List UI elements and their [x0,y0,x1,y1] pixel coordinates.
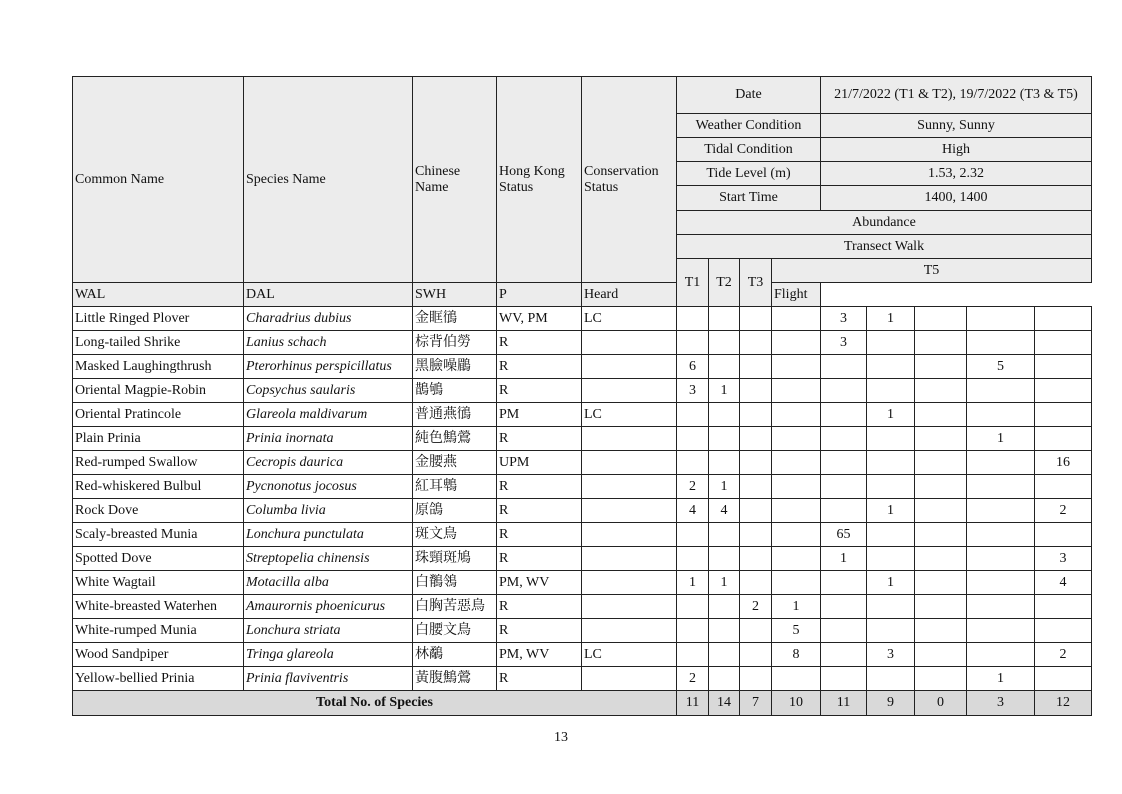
conservation-status-cell [582,547,677,571]
abundance-cell: 3 [821,331,867,355]
conservation-status-cell: LC [582,403,677,427]
chinese-name-cell: 金腰燕 [413,451,497,475]
hk-status-cell: R [497,355,582,379]
hk-status-cell: UPM [497,451,582,475]
chinese-name-cell: 普通燕鴴 [413,403,497,427]
abundance-cell: 16 [1035,451,1092,475]
abundance-cell: 3 [821,307,867,331]
abundance-cell [967,475,1035,499]
hk-status-cell: R [497,595,582,619]
species-name-cell: Glareola maldivarum [244,403,413,427]
dal-header: DAL [244,283,413,307]
abundance-cell [1035,331,1092,355]
chinese-name-cell: 純色鷦鶯 [413,427,497,451]
start-time-value: 1400, 1400 [821,186,1092,211]
abundance-cell [772,355,821,379]
abundance-cell [915,523,967,547]
abundance-cell [740,475,772,499]
table-row [73,475,1092,499]
abundance-cell [772,379,821,403]
abundance-cell: 3 [677,379,709,403]
total-value: 12 [1035,691,1092,716]
date-label: Date [677,77,821,114]
t2-header: T2 [709,259,740,307]
total-row [73,691,1092,716]
common-name-cell: Yellow-bellied Prinia [73,667,244,691]
species-name-cell: Motacilla alba [244,571,413,595]
conservation-status-cell: LC [582,307,677,331]
abundance-cell [740,307,772,331]
abundance-cell [967,451,1035,475]
table-row [73,427,1092,451]
abundance-cell [740,451,772,475]
abundance-cell [915,667,967,691]
abundance-cell [772,667,821,691]
hk-status-cell: R [497,379,582,403]
common-name-cell: Masked Laughingthrush [73,355,244,379]
abundance-cell [772,403,821,427]
abundance-cell [821,451,867,475]
abundance-cell: 5 [772,619,821,643]
abundance-cell [772,547,821,571]
table-body [73,307,1092,691]
chinese-name-cell: 棕背伯勞 [413,331,497,355]
abundance-cell [915,619,967,643]
heard-header: Heard [582,283,677,307]
conservation-status-cell [582,571,677,595]
total-value: 10 [772,691,821,716]
abundance-cell [740,331,772,355]
abundance-cell: 4 [677,499,709,523]
chinese-name-cell: 黑臉噪鶥 [413,355,497,379]
abundance-cell: 4 [709,499,740,523]
page-number: 13 [554,730,568,745]
abundance-cell [867,379,915,403]
hk-status-cell: PM, WV [497,643,582,667]
species-name-cell: Prinia inornata [244,427,413,451]
table-row [73,667,1092,691]
abundance-cell [1035,667,1092,691]
table-row [73,619,1092,643]
hk-status-cell: R [497,427,582,451]
species-name-cell: Cecropis daurica [244,451,413,475]
abundance-cell [677,427,709,451]
swh-header: SWH [413,283,497,307]
chinese-name-cell: 白鶺鴒 [413,571,497,595]
conservation-status-cell [582,595,677,619]
abundance-cell [1035,427,1092,451]
abundance-cell [709,595,740,619]
hk-status-cell: R [497,547,582,571]
species-name-cell: Lanius schach [244,331,413,355]
abundance-cell [915,379,967,403]
abundance-cell: 1 [677,571,709,595]
abundance-cell [740,523,772,547]
abundance-cell: 2 [677,667,709,691]
abundance-cell [967,307,1035,331]
wal-header: WAL [73,283,244,307]
common-name-cell: Wood Sandpiper [73,643,244,667]
abundance-cell [709,547,740,571]
hk-status-cell: R [497,331,582,355]
common-name-cell: Spotted Dove [73,547,244,571]
abundance-cell [867,451,915,475]
abundance-cell [967,571,1035,595]
abundance-cell: 1 [867,499,915,523]
p-header: P [497,283,582,307]
abundance-cell [709,523,740,547]
abundance-cell: 1 [867,571,915,595]
common-name-cell: Rock Dove [73,499,244,523]
table-row [73,379,1092,403]
abundance-cell [967,331,1035,355]
abundance-cell [915,595,967,619]
abundance-cell [709,619,740,643]
abundance-cell [967,379,1035,403]
abundance-cell [821,499,867,523]
abundance-cell [867,667,915,691]
abundance-cell: 1 [772,595,821,619]
abundance-cell: 1 [867,307,915,331]
abundance-cell: 1 [867,403,915,427]
total-value: 7 [740,691,772,716]
abundance-cell: 1 [967,667,1035,691]
species-name-cell: Amaurornis phoenicurus [244,595,413,619]
abundance-cell [772,499,821,523]
abundance-cell: 1 [967,427,1035,451]
abundance-cell [821,571,867,595]
species-name-cell: Prinia flaviventris [244,667,413,691]
hk-status-cell: R [497,667,582,691]
abundance-cell [772,427,821,451]
abundance-cell [915,547,967,571]
chinese-name-cell: 鵲鴝 [413,379,497,403]
tide-level-value: 1.53, 2.32 [821,162,1092,186]
species-name-cell: Lonchura striata [244,619,413,643]
chinese-name-cell: 黃腹鷦鶯 [413,667,497,691]
abundance-cell [1035,619,1092,643]
abundance-cell [821,355,867,379]
abundance-cell [821,643,867,667]
conservation-status-cell [582,499,677,523]
chinese-name-cell: 斑文鳥 [413,523,497,547]
table-row [73,523,1092,547]
species-name-cell: Lonchura punctulata [244,523,413,547]
abundance-cell [915,403,967,427]
abundance-cell [915,499,967,523]
chinese-name-cell: 白腰文鳥 [413,619,497,643]
abundance-cell [740,571,772,595]
abundance-cell [740,667,772,691]
start-time-label: Start Time [677,186,821,211]
abundance-cell [867,523,915,547]
chinese-name-header: Chinese Name [413,77,497,283]
abundance-cell [677,643,709,667]
abundance-cell [1035,307,1092,331]
abundance-cell [709,331,740,355]
table-row [73,403,1092,427]
species-name-cell: Columba livia [244,499,413,523]
chinese-name-cell: 珠頸斑鳩 [413,547,497,571]
conservation-status-cell [582,523,677,547]
total-value: 9 [867,691,915,716]
table-header [73,77,1092,307]
hk-status-cell: R [497,619,582,643]
abundance-cell [709,451,740,475]
hk-status-cell: R [497,523,582,547]
abundance-cell [1035,355,1092,379]
table-row [73,595,1092,619]
abundance-cell [677,523,709,547]
abundance-cell [967,523,1035,547]
abundance-cell [709,667,740,691]
species-name-cell: Streptopelia chinensis [244,547,413,571]
abundance-cell [677,403,709,427]
chinese-name-cell: 原鴿 [413,499,497,523]
hk-status-cell: PM, WV [497,571,582,595]
abundance-cell [709,355,740,379]
abundance-cell [821,667,867,691]
conservation-status-cell: LC [582,643,677,667]
abundance-cell: 1 [709,475,740,499]
common-name-cell: White Wagtail [73,571,244,595]
abundance-cell [967,643,1035,667]
total-value: 0 [915,691,967,716]
abundance-cell: 3 [1035,547,1092,571]
abundance-cell: 3 [867,643,915,667]
species-name-cell: Pterorhinus perspicillatus [244,355,413,379]
conservation-status-header: Conservation Status [582,77,677,283]
abundance-cell: 2 [677,475,709,499]
abundance-cell [967,595,1035,619]
abundance-cell [677,451,709,475]
abundance-cell [677,619,709,643]
abundance-cell [1035,523,1092,547]
abundance-cell [867,475,915,499]
table-row [73,355,1092,379]
species-name-cell: Charadrius dubius [244,307,413,331]
abundance-cell [821,427,867,451]
conservation-status-cell [582,451,677,475]
common-name-cell: Long-tailed Shrike [73,331,244,355]
total-value: 11 [821,691,867,716]
abundance-cell [677,595,709,619]
conservation-status-cell [582,331,677,355]
conservation-status-cell [582,475,677,499]
conservation-status-cell [582,667,677,691]
abundance-cell [772,331,821,355]
abundance-cell [1035,595,1092,619]
abundance-cell [740,355,772,379]
abundance-cell: 8 [772,643,821,667]
abundance-cell [915,307,967,331]
abundance-cell [709,307,740,331]
tide-level-label: Tide Level (m) [677,162,821,186]
abundance-cell [1035,403,1092,427]
total-value: 14 [709,691,740,716]
common-name-cell: Oriental Magpie-Robin [73,379,244,403]
species-name-cell: Copsychus saularis [244,379,413,403]
total-label: Total No. of Species [73,691,677,716]
conservation-status-cell [582,619,677,643]
common-name-cell: Little Ringed Plover [73,307,244,331]
chinese-name-cell: 紅耳鵯 [413,475,497,499]
common-name-cell: Red-whiskered Bulbul [73,475,244,499]
species-name-header: Species Name [244,77,413,283]
abundance-cell [821,403,867,427]
abundance-cell [867,355,915,379]
abundance-cell [915,451,967,475]
conservation-status-cell [582,355,677,379]
abundance-cell [740,403,772,427]
conservation-status-cell [582,427,677,451]
abundance-cell: 5 [967,355,1035,379]
hk-status-cell: WV, PM [497,307,582,331]
abundance-cell [915,571,967,595]
abundance-cell [772,475,821,499]
chinese-name-cell: 白胸苦惡鳥 [413,595,497,619]
abundance-cell: 4 [1035,571,1092,595]
abundance-cell [709,403,740,427]
weather-value: Sunny, Sunny [821,114,1092,138]
abundance-cell [967,619,1035,643]
date-value: 21/7/2022 (T1 & T2), 19/7/2022 (T3 & T5) [821,77,1092,114]
abundance-cell [867,619,915,643]
t1-header: T1 [677,259,709,307]
abundance-cell [772,307,821,331]
abundance-cell: 1 [709,571,740,595]
abundance-cell: 6 [677,355,709,379]
abundance-cell [740,427,772,451]
table-row [73,331,1092,355]
abundance-cell [915,427,967,451]
abundance-cell [740,379,772,403]
transect-walk-header: Transect Walk [677,235,1092,259]
abundance-header: Abundance [677,211,1092,235]
abundance-cell [867,547,915,571]
hk-status-cell: R [497,499,582,523]
species-name-cell: Tringa glareola [244,643,413,667]
table-row [73,307,1092,331]
bird-survey-table [72,76,1092,716]
total-value: 11 [677,691,709,716]
abundance-cell [740,643,772,667]
abundance-cell: 2 [1035,499,1092,523]
abundance-cell [677,331,709,355]
tidal-label: Tidal Condition [677,138,821,162]
abundance-cell [1035,475,1092,499]
common-name-header: Common Name [73,77,244,283]
total-value: 3 [967,691,1035,716]
table-row [73,499,1092,523]
abundance-cell [1035,379,1092,403]
common-name-cell: Plain Prinia [73,427,244,451]
chinese-name-cell: 金眶鴴 [413,307,497,331]
hk-status-cell: R [497,475,582,499]
hk-status-cell: PM [497,403,582,427]
abundance-cell [677,307,709,331]
abundance-cell [867,331,915,355]
table-row [73,571,1092,595]
common-name-cell: Red-rumped Swallow [73,451,244,475]
abundance-cell [967,547,1035,571]
abundance-cell [821,475,867,499]
abundance-cell [821,595,867,619]
t5-header: T5 [772,259,1092,283]
abundance-cell [821,619,867,643]
tidal-value: High [821,138,1092,162]
common-name-cell: White-rumped Munia [73,619,244,643]
abundance-cell: 2 [740,595,772,619]
abundance-cell [867,427,915,451]
table-row [73,643,1092,667]
abundance-cell [821,379,867,403]
weather-label: Weather Condition [677,114,821,138]
abundance-cell [867,595,915,619]
abundance-cell: 1 [709,379,740,403]
table-row [73,451,1092,475]
abundance-cell [709,427,740,451]
abundance-cell [967,499,1035,523]
abundance-cell [915,355,967,379]
chinese-name-cell: 林鷸 [413,643,497,667]
abundance-cell: 65 [821,523,867,547]
abundance-cell [740,547,772,571]
abundance-cell: 1 [821,547,867,571]
abundance-cell [915,331,967,355]
abundance-cell [740,499,772,523]
abundance-cell: 2 [1035,643,1092,667]
abundance-cell [740,619,772,643]
table-row [73,547,1092,571]
t3-header: T3 [740,259,772,307]
abundance-cell [772,451,821,475]
abundance-cell [915,643,967,667]
flight-header: Flight [772,283,821,307]
abundance-cell [709,643,740,667]
abundance-cell [967,403,1035,427]
abundance-cell [915,475,967,499]
common-name-cell: Scaly-breasted Munia [73,523,244,547]
hk-status-header: Hong Kong Status [497,77,582,283]
common-name-cell: White-breasted Waterhen [73,595,244,619]
conservation-status-cell [582,379,677,403]
species-name-cell: Pycnonotus jocosus [244,475,413,499]
abundance-cell [677,547,709,571]
table-footer [73,691,1092,716]
abundance-cell [772,571,821,595]
common-name-cell: Oriental Pratincole [73,403,244,427]
abundance-cell [772,523,821,547]
